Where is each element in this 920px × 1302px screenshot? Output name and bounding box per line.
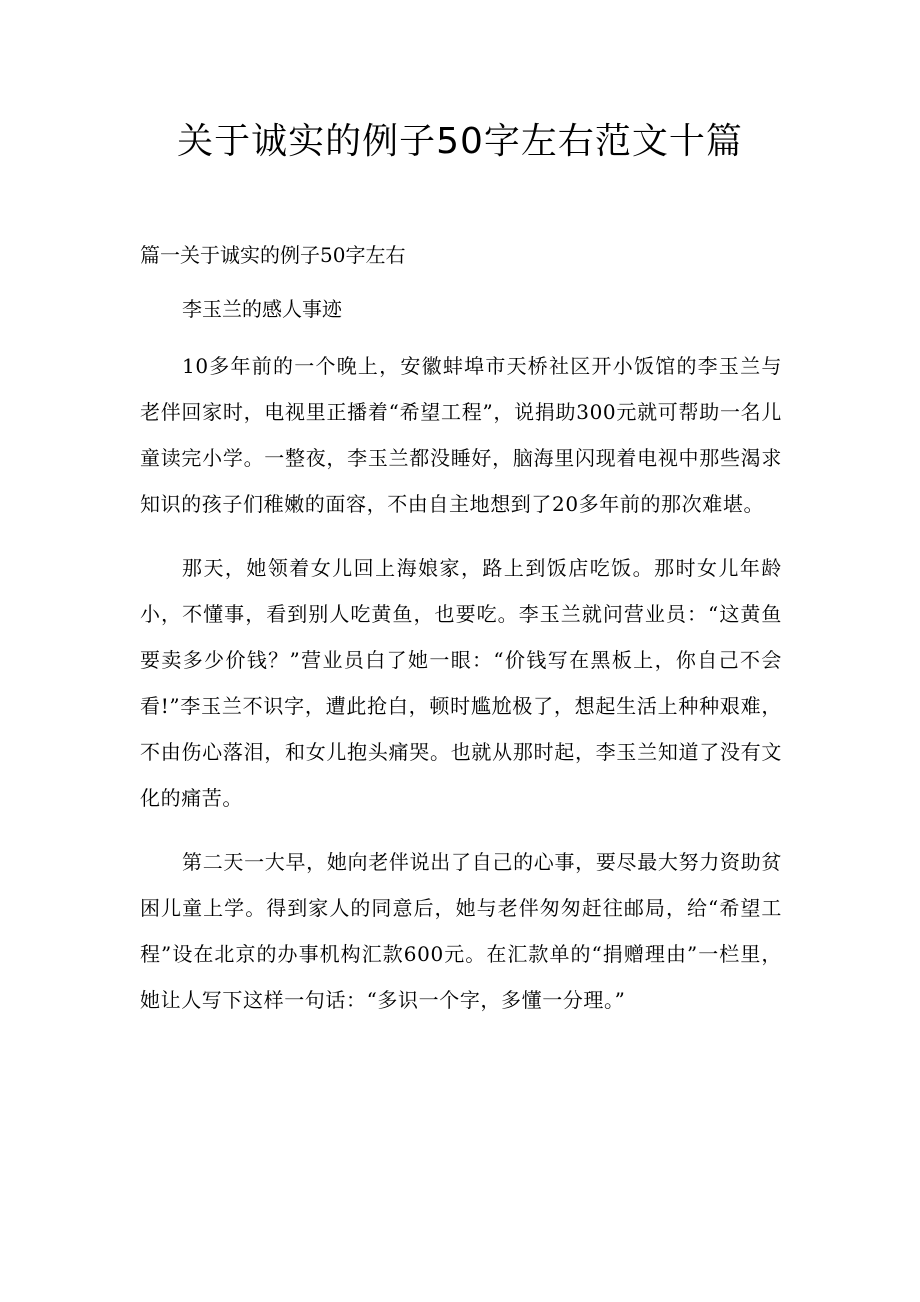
paragraph-1: 10多年前的一个晚上，安徽蚌埠市天桥社区开小饭馆的李玉兰与老伴回家时，电视里正播着“希望工程”，说捐助300元就可帮助一名儿童读完小学。一整夜，李玉兰都没睡好，脑海里闪现着电视中那些渴求知识的孩子们稚嫩的面容，不由自主地想到了20多年前的那次难堪。: [140, 354, 782, 516]
paragraph-3: 第二天一大早，她向老伴说出了自己的心事，要尽最大努力资助贫困儿童上学。得到家人的同意后，她与老伴匆匆赶往邮局，给“希望工程”设在北京的办事机构汇款600元。在汇款单的“捐赠理由”一栏里，她让人写下这样一句话：“多识一个字，多懂一分理。”: [140, 850, 782, 1012]
section-heading: 篇一关于诚实的例子50字左右: [140, 243, 406, 267]
paragraph-2: 那天，她领着女儿回上海娘家，路上到饭店吃饭。那时女儿年龄小，不懂事，看到别人吃黄鱼，也要吃。李玉兰就问营业员：“这黄鱼要卖多少价钱？”营业员白了她一眼：“价钱写在黑板上，你自己不会看!”李玉兰不识字，遭此抢白，顿时尴尬极了，想起生活上种种艰难，不由伤心落泪，和女儿抱头痛哭。也就从那时起，李玉兰知道了没有文化的痛苦。: [140, 556, 782, 810]
document-title: 关于诚实的例子50字左右范文十篇: [177, 121, 743, 162]
body-text: [140, 343, 782, 1041]
article-title: 李玉兰的感人事迹: [182, 297, 342, 321]
